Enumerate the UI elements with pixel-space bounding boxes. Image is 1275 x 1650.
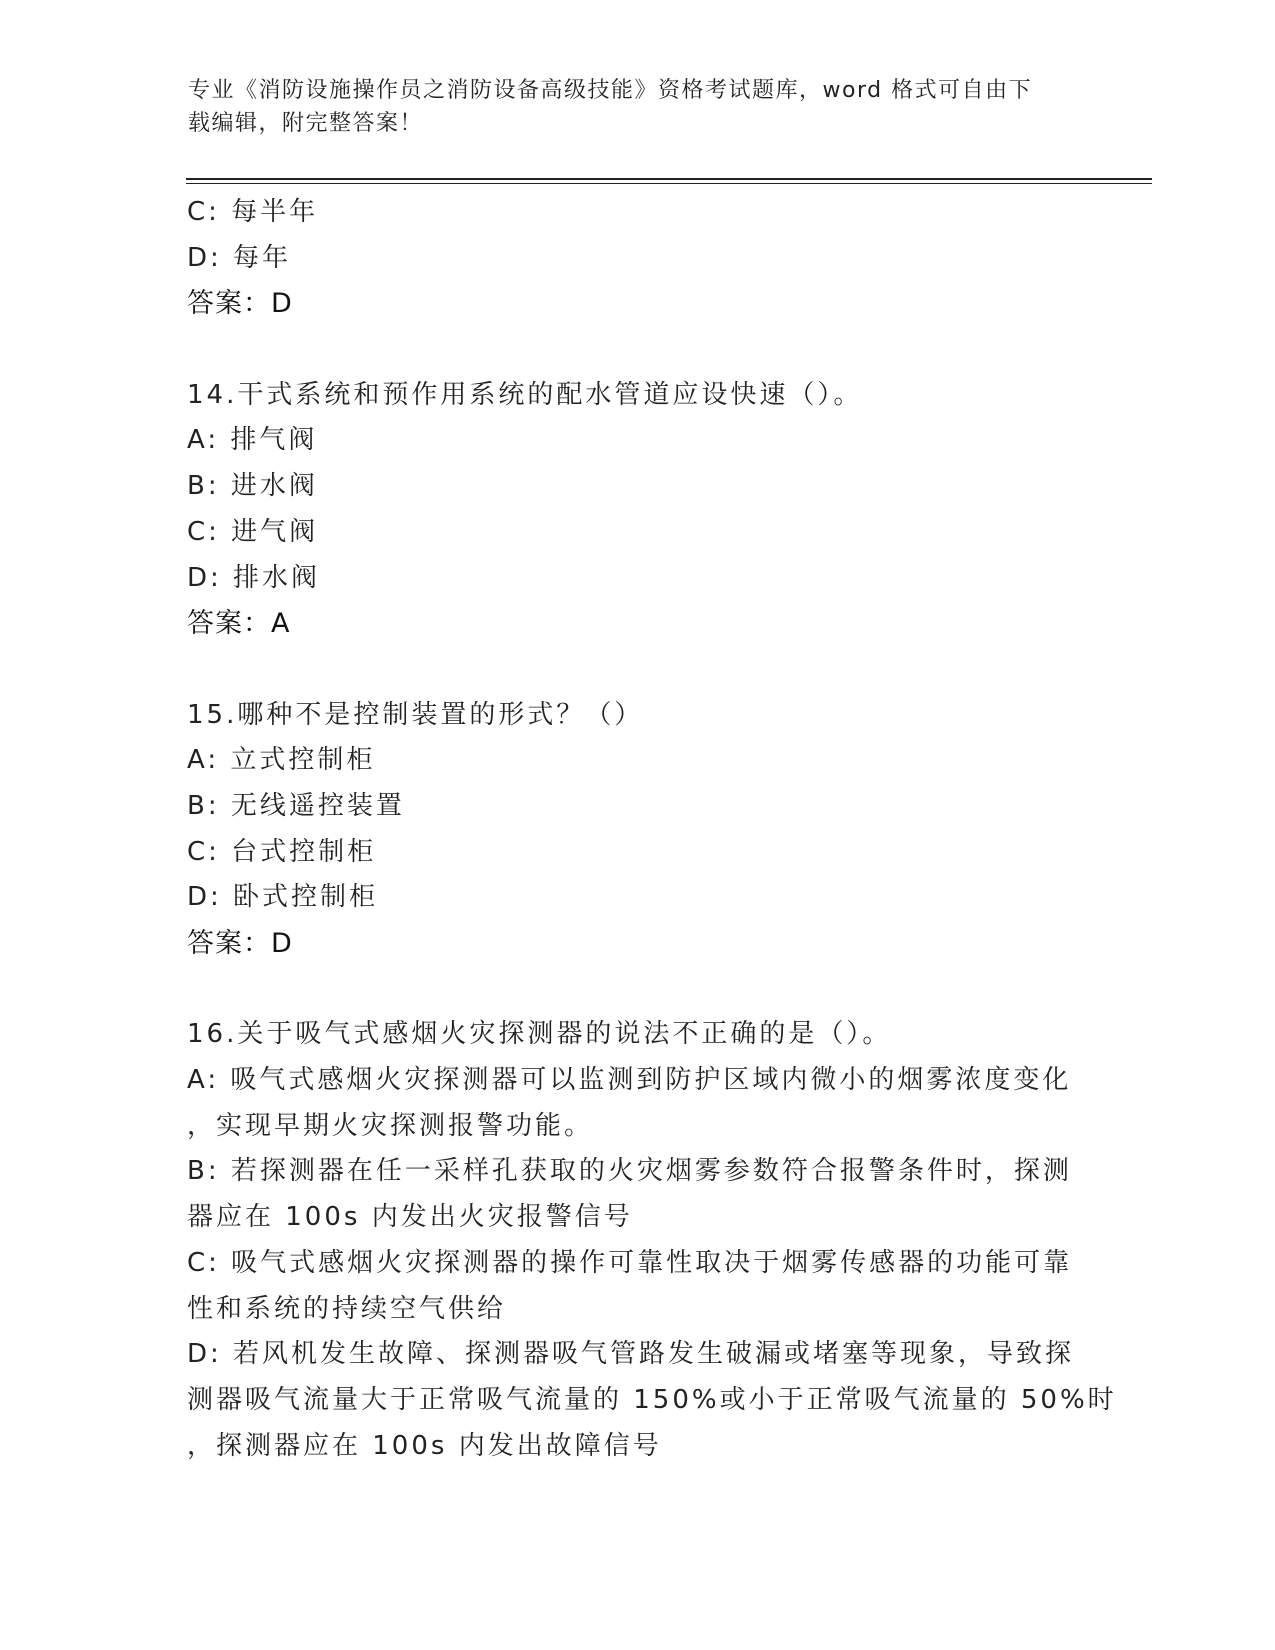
header-rule-thick [186, 178, 1152, 180]
q15-question: 15.哪种不是控制装置的形式？（） [187, 699, 644, 730]
q15-option-b: B: 无线遥控装置 [187, 790, 405, 821]
q14-question: 14.干式系统和预作用系统的配水管道应设快速（）。 [187, 379, 863, 410]
q14-option-c: C: 进气阀 [187, 516, 319, 547]
q15-answer: 答案：D [187, 928, 293, 959]
q15-option-a: A: 立式控制柜 [187, 745, 376, 776]
question-list [187, 190, 1117, 1469]
q16-option-d-line-3: ，探测器应在 100s 内发出故障信号 [187, 1430, 662, 1461]
q16-option-c-line-2: 性和系统的持续空气供给 [187, 1293, 507, 1324]
q13-option-d: D: 每年 [187, 242, 292, 273]
q16-option-a-line-2: ，实现早期火灾探测报警功能。 [187, 1110, 594, 1141]
spacer [187, 647, 1087, 693]
spacer [187, 327, 1087, 373]
q14-option-d: D: 排水阀 [187, 562, 321, 593]
q16-option-a-line-1: A: 吸气式感烟火灾探测器可以监测到防护区域内微小的烟雾浓度变化 [187, 1065, 1072, 1096]
q16-option-d-line-1: D: 若风机发生故障、探测器吸气管路发生破漏或堵塞等现象，导致探 [187, 1339, 1075, 1370]
q16-option-b-line-1: B: 若探测器在任一采样孔获取的火灾烟雾参数符合报警条件时，探测 [187, 1156, 1072, 1187]
header-rule-thin [186, 183, 1152, 184]
q15-option-c: C: 台式控制柜 [187, 836, 377, 867]
q13-answer: 答案：D [187, 288, 293, 320]
q16-option-d-line-2: 测器吸气流量大于正常吸气流量的 150%或小于正常吸气流量的 50%时 [187, 1384, 1117, 1415]
q14-option-a: A: 排气阀 [187, 425, 318, 456]
q16-question: 16.关于吸气式感烟火灾探测器的说法不正确的是（）。 [187, 1019, 892, 1050]
q13-option-c: C: 每半年 [187, 197, 319, 227]
header-line-2: 载编辑，附完整答案！ [188, 111, 424, 136]
q14-option-b: B: 进水阀 [187, 471, 318, 502]
header-line-1: 专业《消防设施操作员之消防设备高级技能》资格考试题库，word 格式可自由下 [188, 78, 1033, 103]
q16-option-b-line-2: 器应在 100s 内发出火灾报警信号 [187, 1202, 633, 1233]
q15-option-d: D: 卧式控制柜 [187, 882, 379, 913]
spacer [187, 967, 1087, 1013]
document-header [188, 74, 1088, 140]
q14-answer: 答案：A [187, 608, 291, 640]
q16-option-c-line-1: C: 吸气式感烟火灾探测器的操作可靠性取决于烟雾传感器的功能可靠 [187, 1247, 1073, 1278]
